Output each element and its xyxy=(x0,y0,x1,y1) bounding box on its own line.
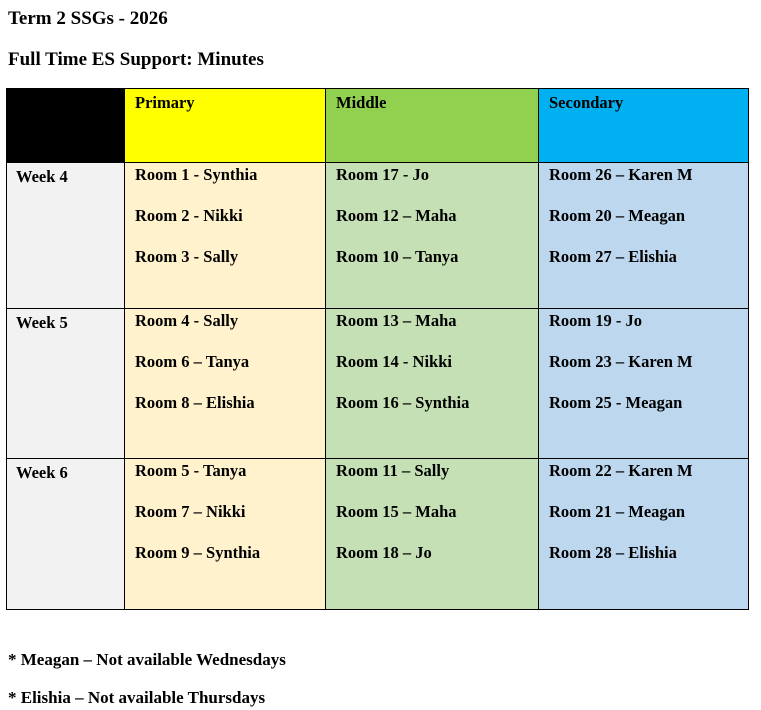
room-assignment: Room 6 – Tanya xyxy=(135,352,250,371)
column-header-label: Secondary xyxy=(549,93,624,112)
availability-note: * Meagan – Not available Wednesdays xyxy=(8,650,286,669)
corner-cell xyxy=(7,89,125,163)
column-header-primary xyxy=(125,89,326,163)
room-assignment: Room 8 – Elishia xyxy=(135,393,255,412)
primary-cell xyxy=(125,309,326,459)
column-header-label: Primary xyxy=(135,93,195,112)
roster-table xyxy=(6,88,749,610)
room-assignment: Room 25 - Meagan xyxy=(549,393,683,412)
table-row-week-6 xyxy=(7,459,749,610)
room-assignment: Room 9 – Synthia xyxy=(135,543,261,562)
room-assignment: Room 19 - Jo xyxy=(549,311,643,330)
week-cell xyxy=(7,309,125,459)
week-label: Week 5 xyxy=(16,313,68,332)
room-assignment: Room 4 - Sally xyxy=(135,311,239,330)
column-header-secondary xyxy=(539,89,749,163)
week-label: Week 4 xyxy=(16,167,68,186)
room-assignment: Room 11 – Sally xyxy=(336,461,450,480)
table-header-row xyxy=(7,89,749,163)
week-cell xyxy=(7,163,125,309)
room-assignment: Room 7 – Nikki xyxy=(135,502,246,521)
room-assignment: Room 26 – Karen M xyxy=(549,165,693,184)
room-assignment: Room 21 – Meagan xyxy=(549,502,686,521)
middle-cell xyxy=(326,459,539,610)
secondary-cell xyxy=(539,163,749,309)
room-assignment: Room 18 – Jo xyxy=(336,543,432,562)
room-assignment: Room 2 - Nikki xyxy=(135,206,243,225)
room-assignment: Room 14 - Nikki xyxy=(336,352,452,371)
room-assignment: Room 28 – Elishia xyxy=(549,543,677,562)
document-title: Term 2 SSGs - 2026 xyxy=(8,8,168,29)
room-assignment: Room 16 – Synthia xyxy=(336,393,470,412)
room-assignment: Room 3 - Sally xyxy=(135,247,239,266)
primary-cell xyxy=(125,163,326,309)
column-header-label: Middle xyxy=(336,93,387,112)
room-assignment: Room 22 – Karen M xyxy=(549,461,693,480)
room-assignment: Room 5 - Tanya xyxy=(135,461,247,480)
room-assignment: Room 23 – Karen M xyxy=(549,352,693,371)
secondary-cell xyxy=(539,309,749,459)
primary-cell xyxy=(125,459,326,610)
room-assignment: Room 27 – Elishia xyxy=(549,247,677,266)
room-assignment: Room 12 – Maha xyxy=(336,206,457,225)
room-assignment: Room 17 - Jo xyxy=(336,165,430,184)
room-assignment: Room 10 – Tanya xyxy=(336,247,459,266)
room-assignment: Room 15 – Maha xyxy=(336,502,457,521)
week-cell xyxy=(7,459,125,610)
document-subtitle: Full Time ES Support: Minutes xyxy=(8,49,264,70)
room-assignment: Room 13 – Maha xyxy=(336,311,457,330)
room-assignment: Room 20 – Meagan xyxy=(549,206,686,225)
middle-cell xyxy=(326,163,539,309)
table-row-week-4 xyxy=(7,163,749,309)
room-assignment: Room 1 - Synthia xyxy=(135,165,258,184)
availability-note: * Elishia – Not available Thursdays xyxy=(8,688,266,707)
middle-cell xyxy=(326,309,539,459)
secondary-cell xyxy=(539,459,749,610)
week-label: Week 6 xyxy=(16,463,68,482)
table-row-week-5 xyxy=(7,309,749,459)
column-header-middle xyxy=(326,89,539,163)
